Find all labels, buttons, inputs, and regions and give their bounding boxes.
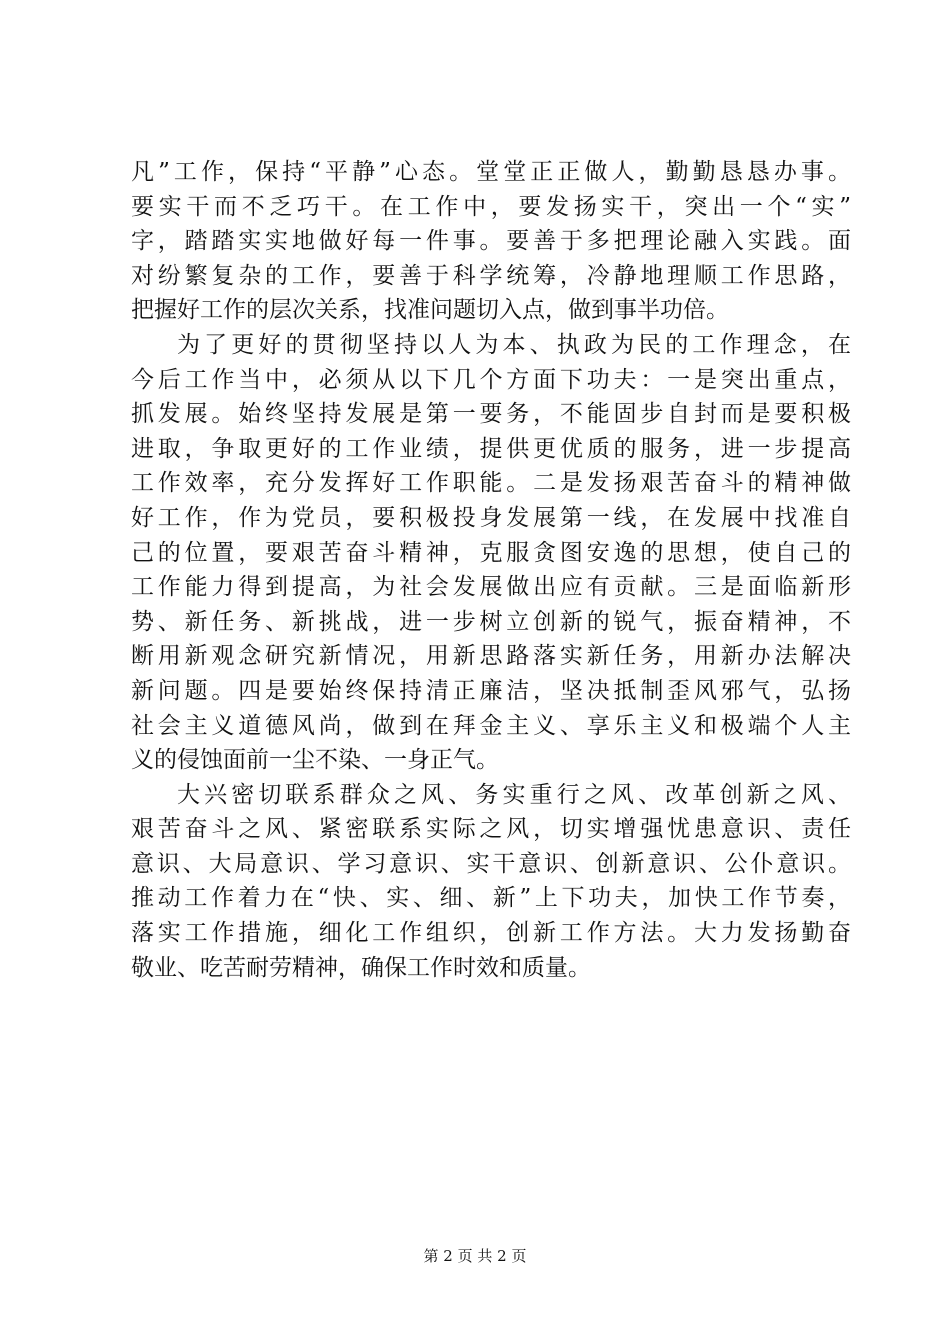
text-line: 对纷繁复杂的工作，要善于科学统筹，冷静地理顺工作思路， [131, 262, 851, 289]
text-line: 落实工作措施，细化工作组织，创新工作方法。大力发扬勤奋 [131, 920, 851, 947]
page-number-footer: 第 2 页 共 2 页 [423, 1247, 527, 1265]
text-line: 敬业、吃苦耐劳精神，确保工作时效和质量。 [131, 954, 591, 981]
text-line: 今后工作当中，必须从以下几个方面下功夫：一是突出重点， [131, 366, 851, 393]
text-line: 艰苦奋斗之风、紧密联系实际之风，切实增强忧患意识、责任 [131, 816, 851, 843]
text-line: 势、新任务、新挑战，进一步树立创新的锐气，振奋精神，不 [131, 608, 851, 635]
text-line: 凡”工作，保持“平静”心态。堂堂正正做人，勤勤恳恳办事。 [131, 159, 851, 185]
text-line: 断用新观念研究新情况，用新思路落实新任务，用新办法解决 [131, 643, 851, 670]
text-line: 工作能力得到提高，为社会发展做出应有贡献。三是面临新形 [131, 574, 851, 601]
text-line: 字，踏踏实实地做好每一件事。要善于多把理论融入实践。面 [131, 228, 851, 255]
text-line: 新问题。四是要始终保持清正廉洁，坚决抵制歪风邪气，弘扬 [131, 677, 851, 704]
text-line: 工作效率，充分发挥好工作职能。二是发扬艰苦奋斗的精神做 [131, 470, 851, 497]
text-line: 己的位置，要艰苦奋斗精神，克服贪图安逸的思想，使自己的 [131, 539, 851, 566]
text-line: 意识、大局意识、学习意识、实干意识、创新意识、公仆意识。 [131, 850, 851, 877]
document-body [131, 155, 851, 985]
text-line: 义的侵蚀面前一尘不染、一身正气。 [131, 747, 499, 774]
text-line: 为了更好的贯彻坚持以人为本、执政为民的工作理念，在 [177, 331, 851, 358]
text-line: 大兴密切联系群众之风、务实重行之风、改革创新之风、 [177, 781, 851, 808]
text-line: 要实干而不乏巧干。在工作中，要发扬实干，突出一个“实” [131, 193, 851, 220]
text-line: 把握好工作的层次关系，找准问题切入点，做到事半功倍。 [131, 297, 729, 324]
text-line: 好工作，作为党员，要积极投身发展第一线，在发展中找准自 [131, 504, 851, 531]
text-line: 社会主义道德风尚，做到在拜金主义、享乐主义和极端个人主 [131, 712, 851, 739]
text-line: 推动工作着力在“快、实、细、新”上下功夫，加快工作节奏， [131, 885, 851, 912]
text-line: 进取，争取更好的工作业绩，提供更优质的服务，进一步提高 [131, 435, 851, 462]
text-line: 抓发展。始终坚持发展是第一要务，不能固步自封而是要积极 [131, 401, 851, 428]
